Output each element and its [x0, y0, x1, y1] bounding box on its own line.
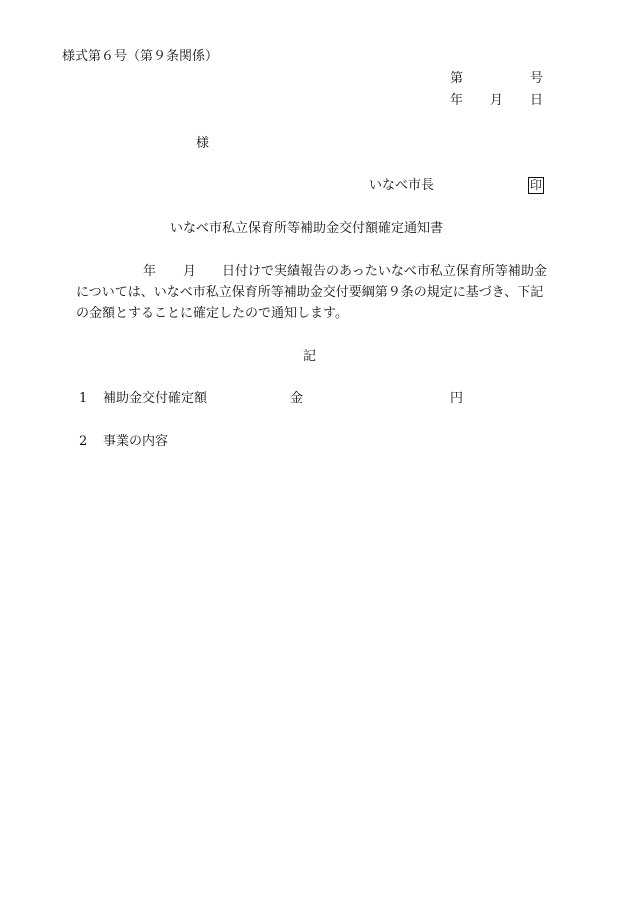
date-year: 年: [450, 93, 464, 108]
doc-number-suffix: 号: [530, 71, 544, 86]
doc-number-prefix: 第: [450, 71, 464, 86]
body-line3: の金額とすることに確定したので通知します。: [76, 306, 348, 321]
body-line2: については、いなべ市私立保育所等補助金交付要綱第９条の規定に基づき、下記: [76, 285, 544, 300]
item-1-yen: 円: [450, 391, 464, 406]
item-2-number: 2: [79, 434, 88, 449]
item-1-kin: 金: [290, 391, 304, 406]
addressee-suffix: 様: [196, 136, 210, 151]
date-month: 月: [490, 93, 504, 108]
item-1-label: 補助金交付確定額: [103, 391, 208, 406]
issuer-title: いなべ市長: [369, 178, 435, 193]
body-line1-text: 日付けで実績報告のあったいなべ市私立保育所等補助金: [222, 264, 547, 279]
item-1-number: 1: [79, 391, 88, 406]
date-day: 日: [530, 93, 544, 108]
document-title: いなべ市私立保育所等補助金交付額確定通知書: [170, 221, 444, 236]
form-label: 様式第６号（第９条関係）: [62, 49, 219, 64]
ki-heading: 記: [303, 349, 317, 364]
seal-stamp: [528, 177, 544, 194]
item-2-label: 事業の内容: [103, 434, 169, 449]
seal-label: 印: [530, 178, 543, 192]
body-year: 年: [143, 264, 157, 279]
body-month: 月: [183, 264, 197, 279]
